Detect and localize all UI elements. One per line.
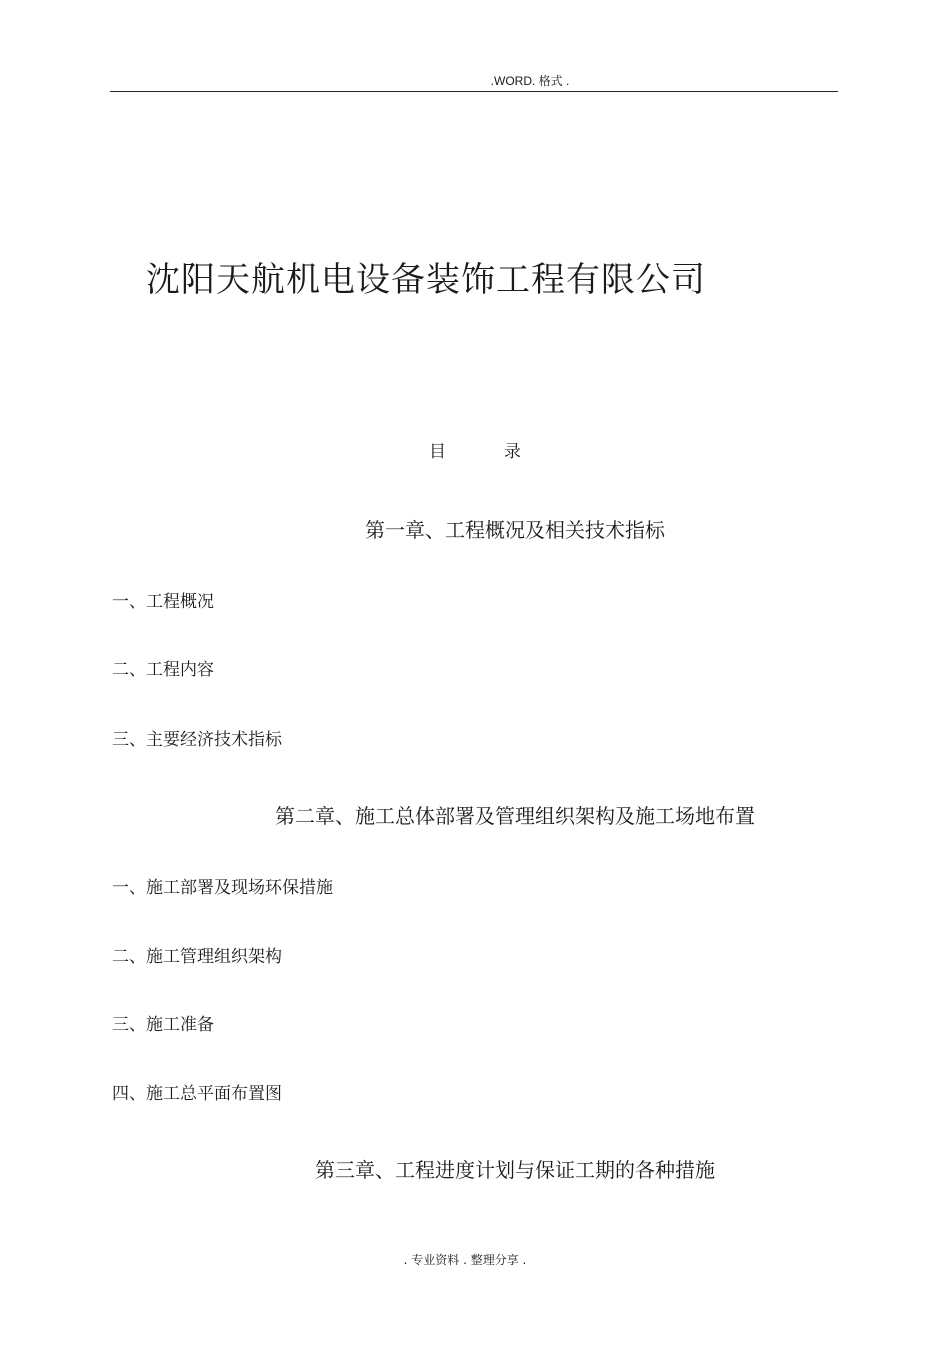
toc-title	[0, 437, 950, 462]
toc-item: 四、施工总平面布置图	[112, 1084, 282, 1104]
toc-item: 二、工程内容	[112, 660, 214, 680]
toc-item: 一、工程概况	[112, 592, 214, 612]
toc-item: 一、施工部署及现场环保措施	[112, 878, 333, 898]
toc-item: 三、主要经济技术指标	[112, 730, 282, 750]
chapter-3-title: 第三章、工程进度计划与保证工期的各种措施	[315, 1158, 715, 1182]
toc-item: 三、施工准备	[112, 1015, 214, 1035]
company-name: 沈阳天航机电设备装饰工程有限公司	[146, 260, 706, 300]
toc-item: 二、施工管理组织架构	[112, 947, 282, 967]
chapter-1-title: 第一章、工程概况及相关技术指标	[365, 518, 665, 542]
header-divider	[110, 91, 838, 92]
page-header: .WORD. 格式 .	[490, 74, 570, 88]
page-footer: . 专业资料 . 整理分享 .	[403, 1253, 527, 1267]
toc-title-char-1: 目	[429, 442, 446, 462]
chapter-2-title: 第二章、施工总体部署及管理组织架构及施工场地布置	[275, 804, 755, 828]
toc-title-char-2: 录	[504, 442, 521, 462]
